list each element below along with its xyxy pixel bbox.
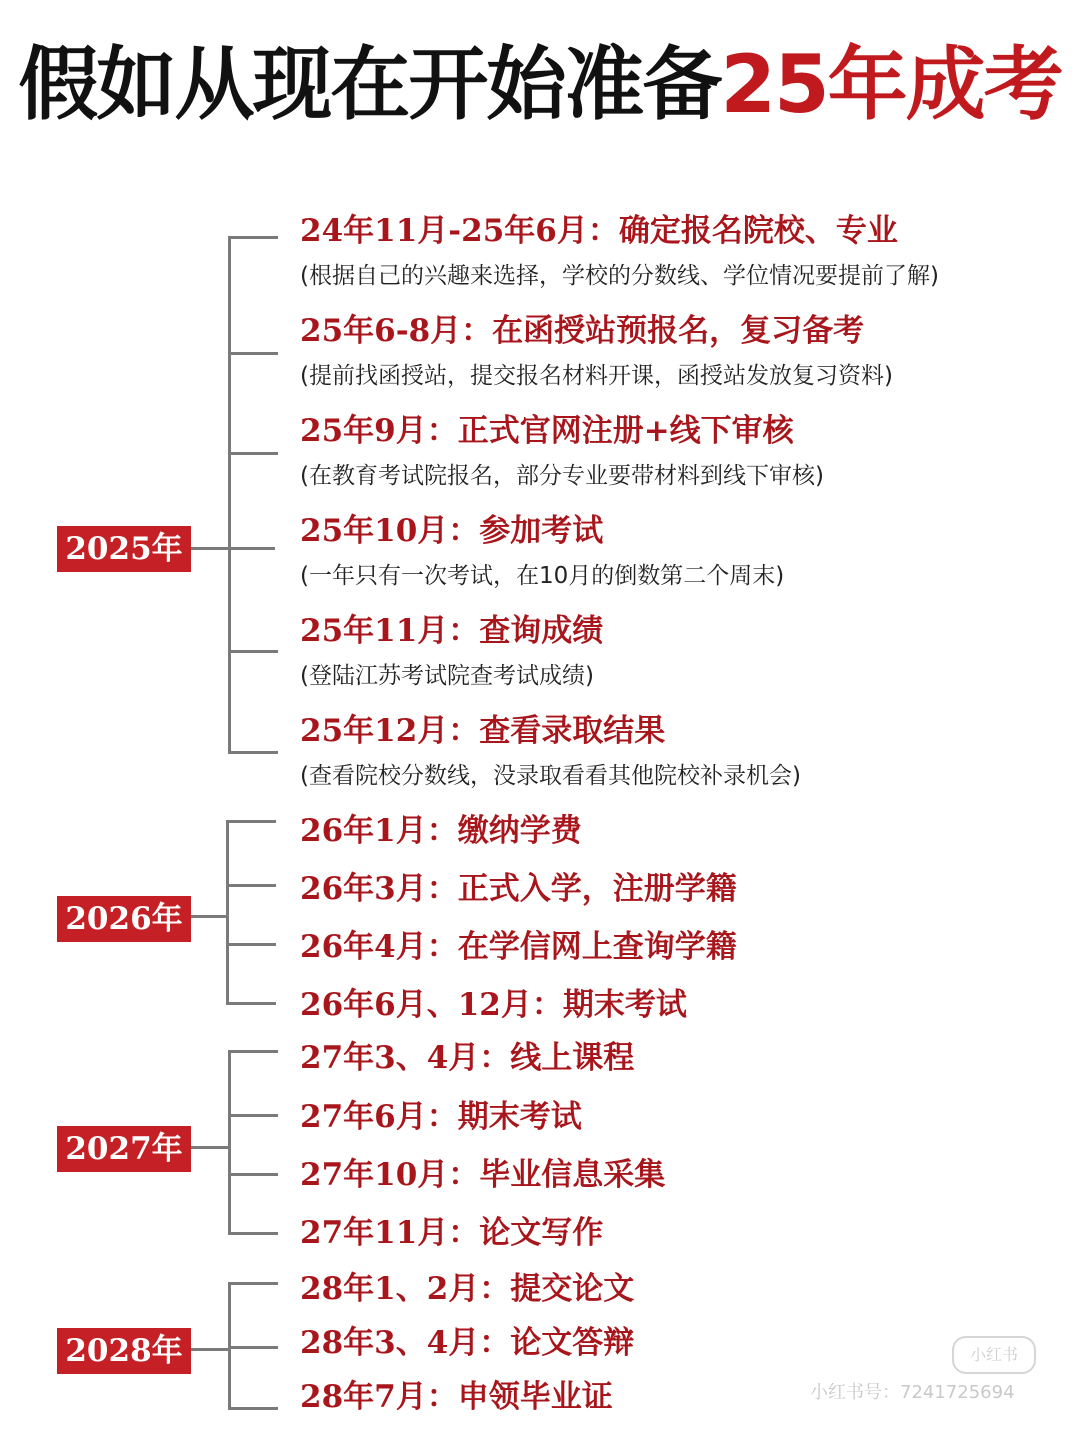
bracket-tick [228, 1050, 278, 1053]
title-highlight: 25年成考 [720, 38, 1062, 131]
watermark-logo: 小红书 [952, 1336, 1036, 1374]
timeline-item-title: 28年3、4月：论文答辩 [300, 1325, 635, 1361]
timeline-item-title: 28年7月：申领毕业证 [300, 1379, 613, 1415]
bracket-tick [228, 650, 278, 653]
bracket-vertical [228, 236, 231, 753]
timeline-item-desc: (提前找函授站，提交报名材料开课，函授站发放复习资料) [300, 363, 893, 389]
timeline-item-desc: (一年只有一次考试，在10月的倒数第二个周末) [300, 563, 785, 589]
bracket-tick [226, 884, 276, 887]
year-badge: 2025年 [57, 526, 191, 572]
timeline-item-title: 27年11月：论文写作 [300, 1215, 604, 1251]
year-connector [191, 915, 229, 918]
bracket-tick [228, 1114, 278, 1117]
bracket-tick [228, 1346, 278, 1349]
bracket-tick [228, 352, 278, 355]
year-badge: 2026年 [57, 896, 191, 942]
bracket-tick [228, 1282, 278, 1285]
timeline-item-title: 28年1、2月：提交论文 [300, 1271, 635, 1307]
bracket-tick [228, 452, 278, 455]
bracket-tick [228, 1407, 278, 1410]
timeline-item-title: 27年3、4月：线上课程 [300, 1040, 635, 1076]
bracket-tick [228, 751, 278, 754]
year-connector [191, 547, 275, 550]
timeline-item-title: 25年9月：正式官网注册+线下审核 [300, 413, 794, 449]
timeline-item-title: 24年11月-25年6月：确定报名院校、专业 [300, 213, 898, 249]
timeline-item-title: 27年6月：期末考试 [300, 1099, 582, 1135]
timeline-item-desc: (在教育考试院报名，部分专业要带材料到线下审核) [300, 463, 824, 489]
timeline-item-title: 25年12月：查看录取结果 [300, 713, 666, 749]
timeline-item-title: 26年6月、12月：期末考试 [300, 987, 687, 1023]
timeline-item-title: 26年4月：在学信网上查询学籍 [300, 929, 737, 965]
timeline-item-desc: (根据自己的兴趣来选择，学校的分数线、学位情况要提前了解) [300, 263, 939, 289]
watermark-text: 小红书号：7241725694 [810, 1382, 1015, 1403]
timeline-item-desc: (登陆江苏考试院查考试成绩) [300, 663, 594, 689]
page-title [0, 30, 1080, 140]
timeline-item-title: 25年10月：参加考试 [300, 513, 604, 549]
bracket-vertical [228, 1050, 231, 1234]
timeline-item-desc: (查看院校分数线，没录取看看其他院校补录机会) [300, 763, 801, 789]
timeline-item-title: 26年3月：正式入学，注册学籍 [300, 871, 737, 907]
year-connector [191, 1146, 231, 1149]
bracket-tick [228, 1173, 278, 1176]
bracket-tick [226, 943, 276, 946]
timeline-item-title: 26年1月：缴纳学费 [300, 813, 582, 849]
timeline-item-title: 25年6-8月：在函授站预报名，复习备考 [300, 313, 865, 349]
year-badge: 2027年 [57, 1126, 191, 1172]
bracket-tick [226, 820, 276, 823]
year-badge: 2028年 [57, 1328, 191, 1374]
bracket-tick [228, 1232, 278, 1235]
bracket-tick [228, 236, 278, 239]
year-connector [191, 1348, 231, 1351]
bracket-tick [226, 1002, 276, 1005]
timeline-item-title: 27年10月：毕业信息采集 [300, 1157, 666, 1193]
title-main: 假如从现在开始准备 [18, 38, 721, 131]
bracket-vertical [226, 820, 229, 1004]
timeline-item-title: 25年11月：查询成绩 [300, 613, 604, 649]
